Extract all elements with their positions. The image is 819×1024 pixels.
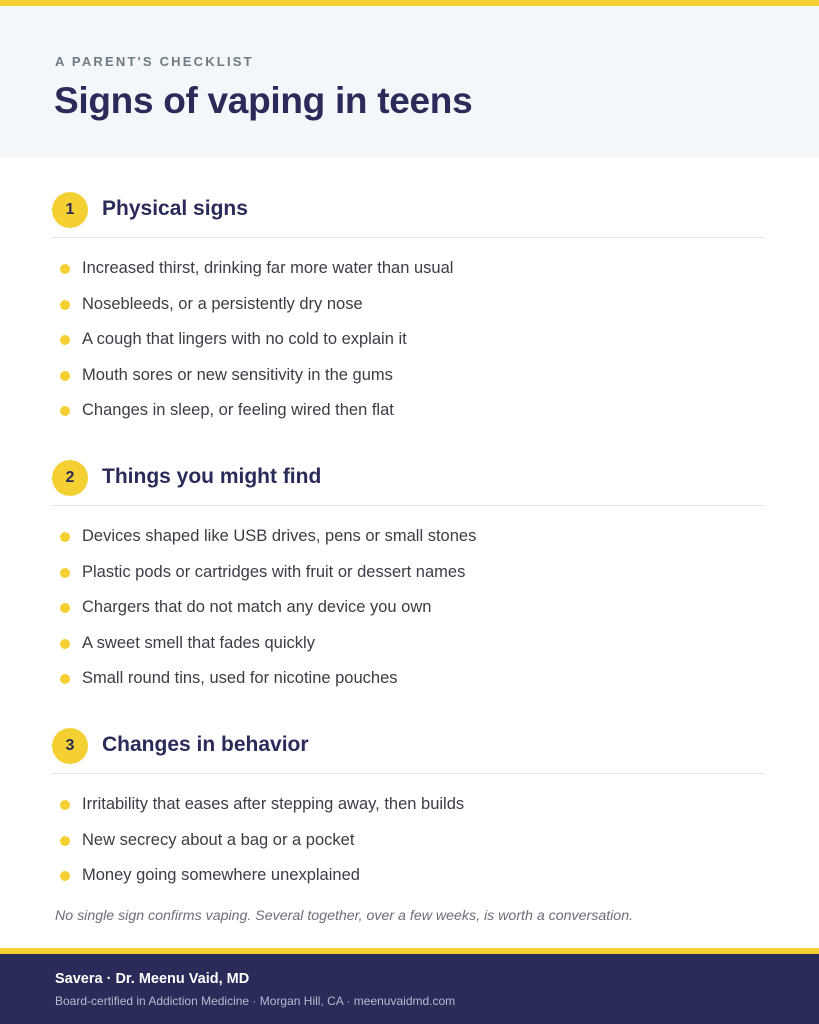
section-header — [52, 460, 764, 496]
bullet-dot-icon — [60, 532, 70, 542]
section-number-badge: 3 — [52, 728, 88, 764]
list-item-text: Irritability that eases after stepping away, then builds — [82, 795, 465, 813]
section-number-badge: 2 — [52, 460, 88, 496]
section-header — [52, 728, 764, 764]
list-item-text: A sweet smell that fades quickly — [82, 633, 315, 652]
bullet-dot-icon — [60, 300, 70, 310]
list-item-text: Chargers that do not match any device you own — [82, 598, 432, 616]
bullet-dot-icon — [60, 264, 70, 274]
list-item-text: Devices shaped like USB drives, pens or small stones — [82, 527, 477, 545]
bullet-dot-icon — [60, 406, 70, 416]
bullet-dot-icon — [60, 871, 70, 881]
bullet-dot-icon — [60, 639, 70, 649]
page-title: Signs of vaping in teens — [54, 80, 473, 121]
list-item-text: Mouth sores or new sensitivity in the gums — [82, 365, 393, 384]
footer-meta: Board-certified in Addiction Medicine · Morgan Hill, CA · meenuvaidmd.com — [55, 994, 456, 1008]
section-title: Physical signs — [102, 197, 248, 220]
bullet-dot-icon — [60, 335, 70, 345]
list-item-text: Changes in sleep, or feeling wired then flat — [82, 401, 394, 419]
section-divider — [52, 773, 764, 774]
footnote: No single sign confirms vaping. Several together, over a few weeks, is worth a conversation. — [55, 908, 634, 924]
list-item-text: New secrecy about a bag or a pocket — [82, 830, 355, 849]
bullet-dot-icon — [60, 371, 70, 381]
section-header — [52, 192, 764, 228]
header-panel — [0, 6, 819, 157]
list-item-text: Small round tins, used for nicotine pouches — [82, 669, 398, 687]
bullet-dot-icon — [60, 603, 70, 613]
list-item-text: Increased thirst, drinking far more water than usual — [82, 259, 454, 277]
eyebrow-label: A PARENT'S CHECKLIST — [55, 54, 254, 69]
bullet-dot-icon — [60, 568, 70, 578]
section-title: Things you might find — [102, 465, 322, 488]
list-item-text: A cough that lingers with no cold to explain it — [82, 330, 407, 348]
bullet-dot-icon — [60, 836, 70, 846]
section-divider — [52, 505, 764, 506]
list-item-text: Nosebleeds, or a persistently dry nose — [82, 294, 363, 313]
section-number-badge: 1 — [52, 192, 88, 228]
section-title: Changes in behavior — [102, 733, 309, 756]
footer-brand: Savera · Dr. Meenu Vaid, MD — [55, 971, 250, 987]
list-item-text: Plastic pods or cartridges with fruit or dessert names — [82, 562, 466, 581]
bullet-dot-icon — [60, 674, 70, 684]
footer — [0, 954, 819, 1024]
bullet-dot-icon — [60, 800, 70, 810]
list-item-text: Money going somewhere unexplained — [82, 866, 360, 884]
section-divider — [52, 237, 764, 238]
